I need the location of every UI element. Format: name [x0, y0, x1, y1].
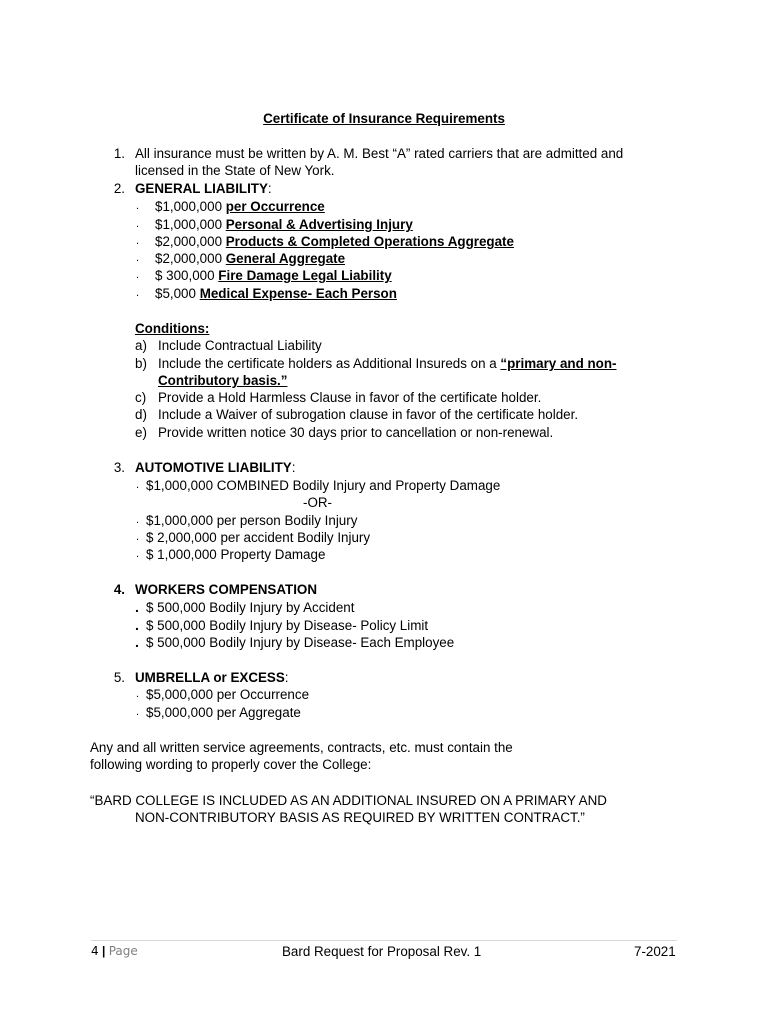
footer-date: 7-2021	[634, 944, 676, 959]
condition-letter: c)	[135, 390, 147, 405]
quote-line-2: NON-CONTRIBUTORY BASIS AS REQUIRED BY WRITTEN CONTRACT.”	[135, 810, 585, 825]
wc-bullet-3: $ 500,000 Bodily Injury by Disease- Each Employee	[146, 635, 455, 650]
paragraph-line-1: Any and all written service agreements, contracts, etc. must contain the	[90, 740, 513, 755]
condition-letter: a)	[135, 338, 147, 353]
auto-bullet-2: $1,000,000 per person Bodily Injury	[146, 513, 358, 528]
footer-page: 4 | Page	[91, 944, 138, 958]
item-5-number: 5.	[113, 670, 125, 685]
condition-c: Provide a Hold Harmless Clause in favor of the certificate holder.	[158, 390, 542, 405]
bullet-icon: .	[136, 479, 140, 491]
quote-line-1: “BARD COLLEGE IS INCLUDED AS AN ADDITIONAL INSURED ON A PRIMARY AND	[90, 793, 607, 808]
gl-bullet-1: $1,000,000 per Occurrence	[155, 199, 325, 214]
bullet-icon: .	[136, 688, 140, 700]
bullet-icon: .	[136, 514, 140, 526]
condition-letter: d)	[135, 407, 147, 422]
bullet-icon: .	[136, 200, 140, 212]
gl-bullet-4: $2,000,000 General Aggregate	[155, 251, 346, 266]
bullet-icon: .	[136, 706, 140, 718]
gl-bullet-2: $1,000,000 Personal & Advertising Injury	[155, 217, 413, 232]
automotive-liability-heading: AUTOMOTIVE LIABILITY:	[135, 460, 296, 475]
condition-e: Provide written notice 30 days prior to cancellation or non-renewal.	[158, 425, 554, 440]
umbrella-bullet-1: $5,000,000 per Occurrence	[146, 687, 310, 702]
page-number: 4	[91, 944, 99, 958]
bullet-icon: .	[136, 269, 140, 281]
workers-comp-heading: WORKERS COMPENSATION	[135, 582, 318, 597]
bullet-icon: .	[136, 548, 140, 560]
or-separator: -OR-	[303, 495, 333, 510]
bullet-icon: .	[135, 599, 139, 615]
condition-a: Include Contractual Liability	[158, 338, 322, 353]
item-1-line-1: All insurance must be written by A. M. Best “A” rated carriers that are admitted and	[135, 146, 624, 161]
gl-bullet-3: $2,000,000 Products & Completed Operations Aggregate	[155, 234, 514, 249]
wc-bullet-2: $ 500,000 Bodily Injury by Disease- Policy Limit	[146, 618, 429, 633]
condition-b: Include the certificate holders as Additional Insureds on a “primary and non-	[158, 356, 617, 371]
item-4-number: 4.	[113, 582, 125, 597]
bullet-icon: .	[136, 235, 140, 247]
condition-d: Include a Waiver of subrogation clause in favor of the certificate holder.	[158, 407, 579, 422]
condition-b-line-2: Contributory basis.”	[158, 373, 288, 388]
item-1-number: 1.	[113, 146, 125, 161]
bullet-icon: .	[135, 634, 139, 650]
auto-bullet-3: $ 2,000,000 per accident Bodily Injury	[146, 530, 371, 545]
umbrella-bullet-2: $5,000,000 per Aggregate	[146, 705, 301, 720]
auto-bullet-4: $ 1,000,000 Property Damage	[146, 547, 326, 562]
bullet-icon: .	[135, 617, 139, 633]
page-title: Certificate of Insurance Requirements	[263, 111, 505, 126]
general-liability-heading: GENERAL LIABILITY:	[135, 181, 272, 196]
umbrella-heading: UMBRELLA or EXCESS:	[135, 670, 289, 685]
wc-bullet-1: $ 500,000 Bodily Injury by Accident	[146, 600, 355, 615]
gl-bullet-6: $5,000 Medical Expense- Each Person	[155, 286, 397, 301]
footer-rule	[91, 940, 677, 941]
bullet-icon: .	[136, 252, 140, 264]
footer-center-text: Bard Request for Proposal Rev. 1	[282, 944, 482, 959]
bullet-icon: .	[136, 531, 140, 543]
bullet-icon: .	[136, 287, 140, 299]
condition-letter: e)	[135, 425, 147, 440]
item-1-line-2: licensed in the State of New York.	[135, 163, 335, 178]
bullet-icon: .	[136, 218, 140, 230]
auto-bullet-1: $1,000,000 COMBINED Bodily Injury and Property Damage	[146, 478, 501, 493]
item-2-number: 2.	[113, 181, 125, 196]
gl-bullet-5: $ 300,000 Fire Damage Legal Liability	[155, 268, 392, 283]
item-3-number: 3.	[113, 460, 125, 475]
conditions-heading: Conditions:	[135, 321, 210, 336]
paragraph-line-2: following wording to properly cover the College:	[90, 757, 372, 772]
condition-letter: b)	[135, 356, 147, 371]
